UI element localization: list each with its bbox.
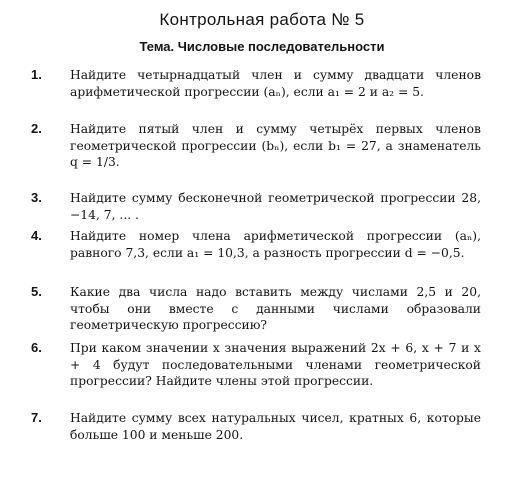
task-text: Найдите пятый член и сумму четырёх первых членов геометрической прогрессии (bₙ), если b₁ = 27, а знаменатель q = 1/3. [70, 122, 481, 169]
task-text: Какие два числа надо вставить между числами 2,5 и 20, чтобы они вместе с данными числами образовали геометрическую прогрессию? [70, 285, 481, 332]
task-number: 2. [31, 121, 42, 136]
task-text: При каком значении x значения выражений 2x + 6, x + 7 и x + 4 будут последовательными членами геометрической прогрессии? Найдите члены этой прогрессии. [70, 341, 481, 388]
task-text: Найдите сумму всех натуральных чисел, кратных 6, которые больше 100 и меньше 200. [70, 411, 481, 442]
task-number: 3. [31, 190, 42, 205]
task-number: 5. [31, 284, 42, 299]
task-number: 7. [31, 410, 42, 425]
page-title: Контрольная работа № 5 [159, 10, 365, 29]
task-number: 6. [31, 340, 42, 355]
task-text: Найдите номер члена арифметической прогрессии (aₙ), равного 7,3, если a₁ = 10,3, а разность прогрессии d = −0,5. [70, 229, 481, 260]
task-number: 1. [31, 67, 42, 82]
task-text: Найдите четырнадцатый член и сумму двадцати членов арифметической прогрессии (aₙ), если a₁ = 2 и a₂ = 5. [70, 68, 481, 99]
page-subtitle: Тема. Числовые последовательности [139, 39, 385, 54]
task-number: 4. [31, 228, 42, 243]
task-text: Найдите сумму бесконечной геометрической прогрессии 28, −14, 7, ... . [70, 191, 481, 222]
